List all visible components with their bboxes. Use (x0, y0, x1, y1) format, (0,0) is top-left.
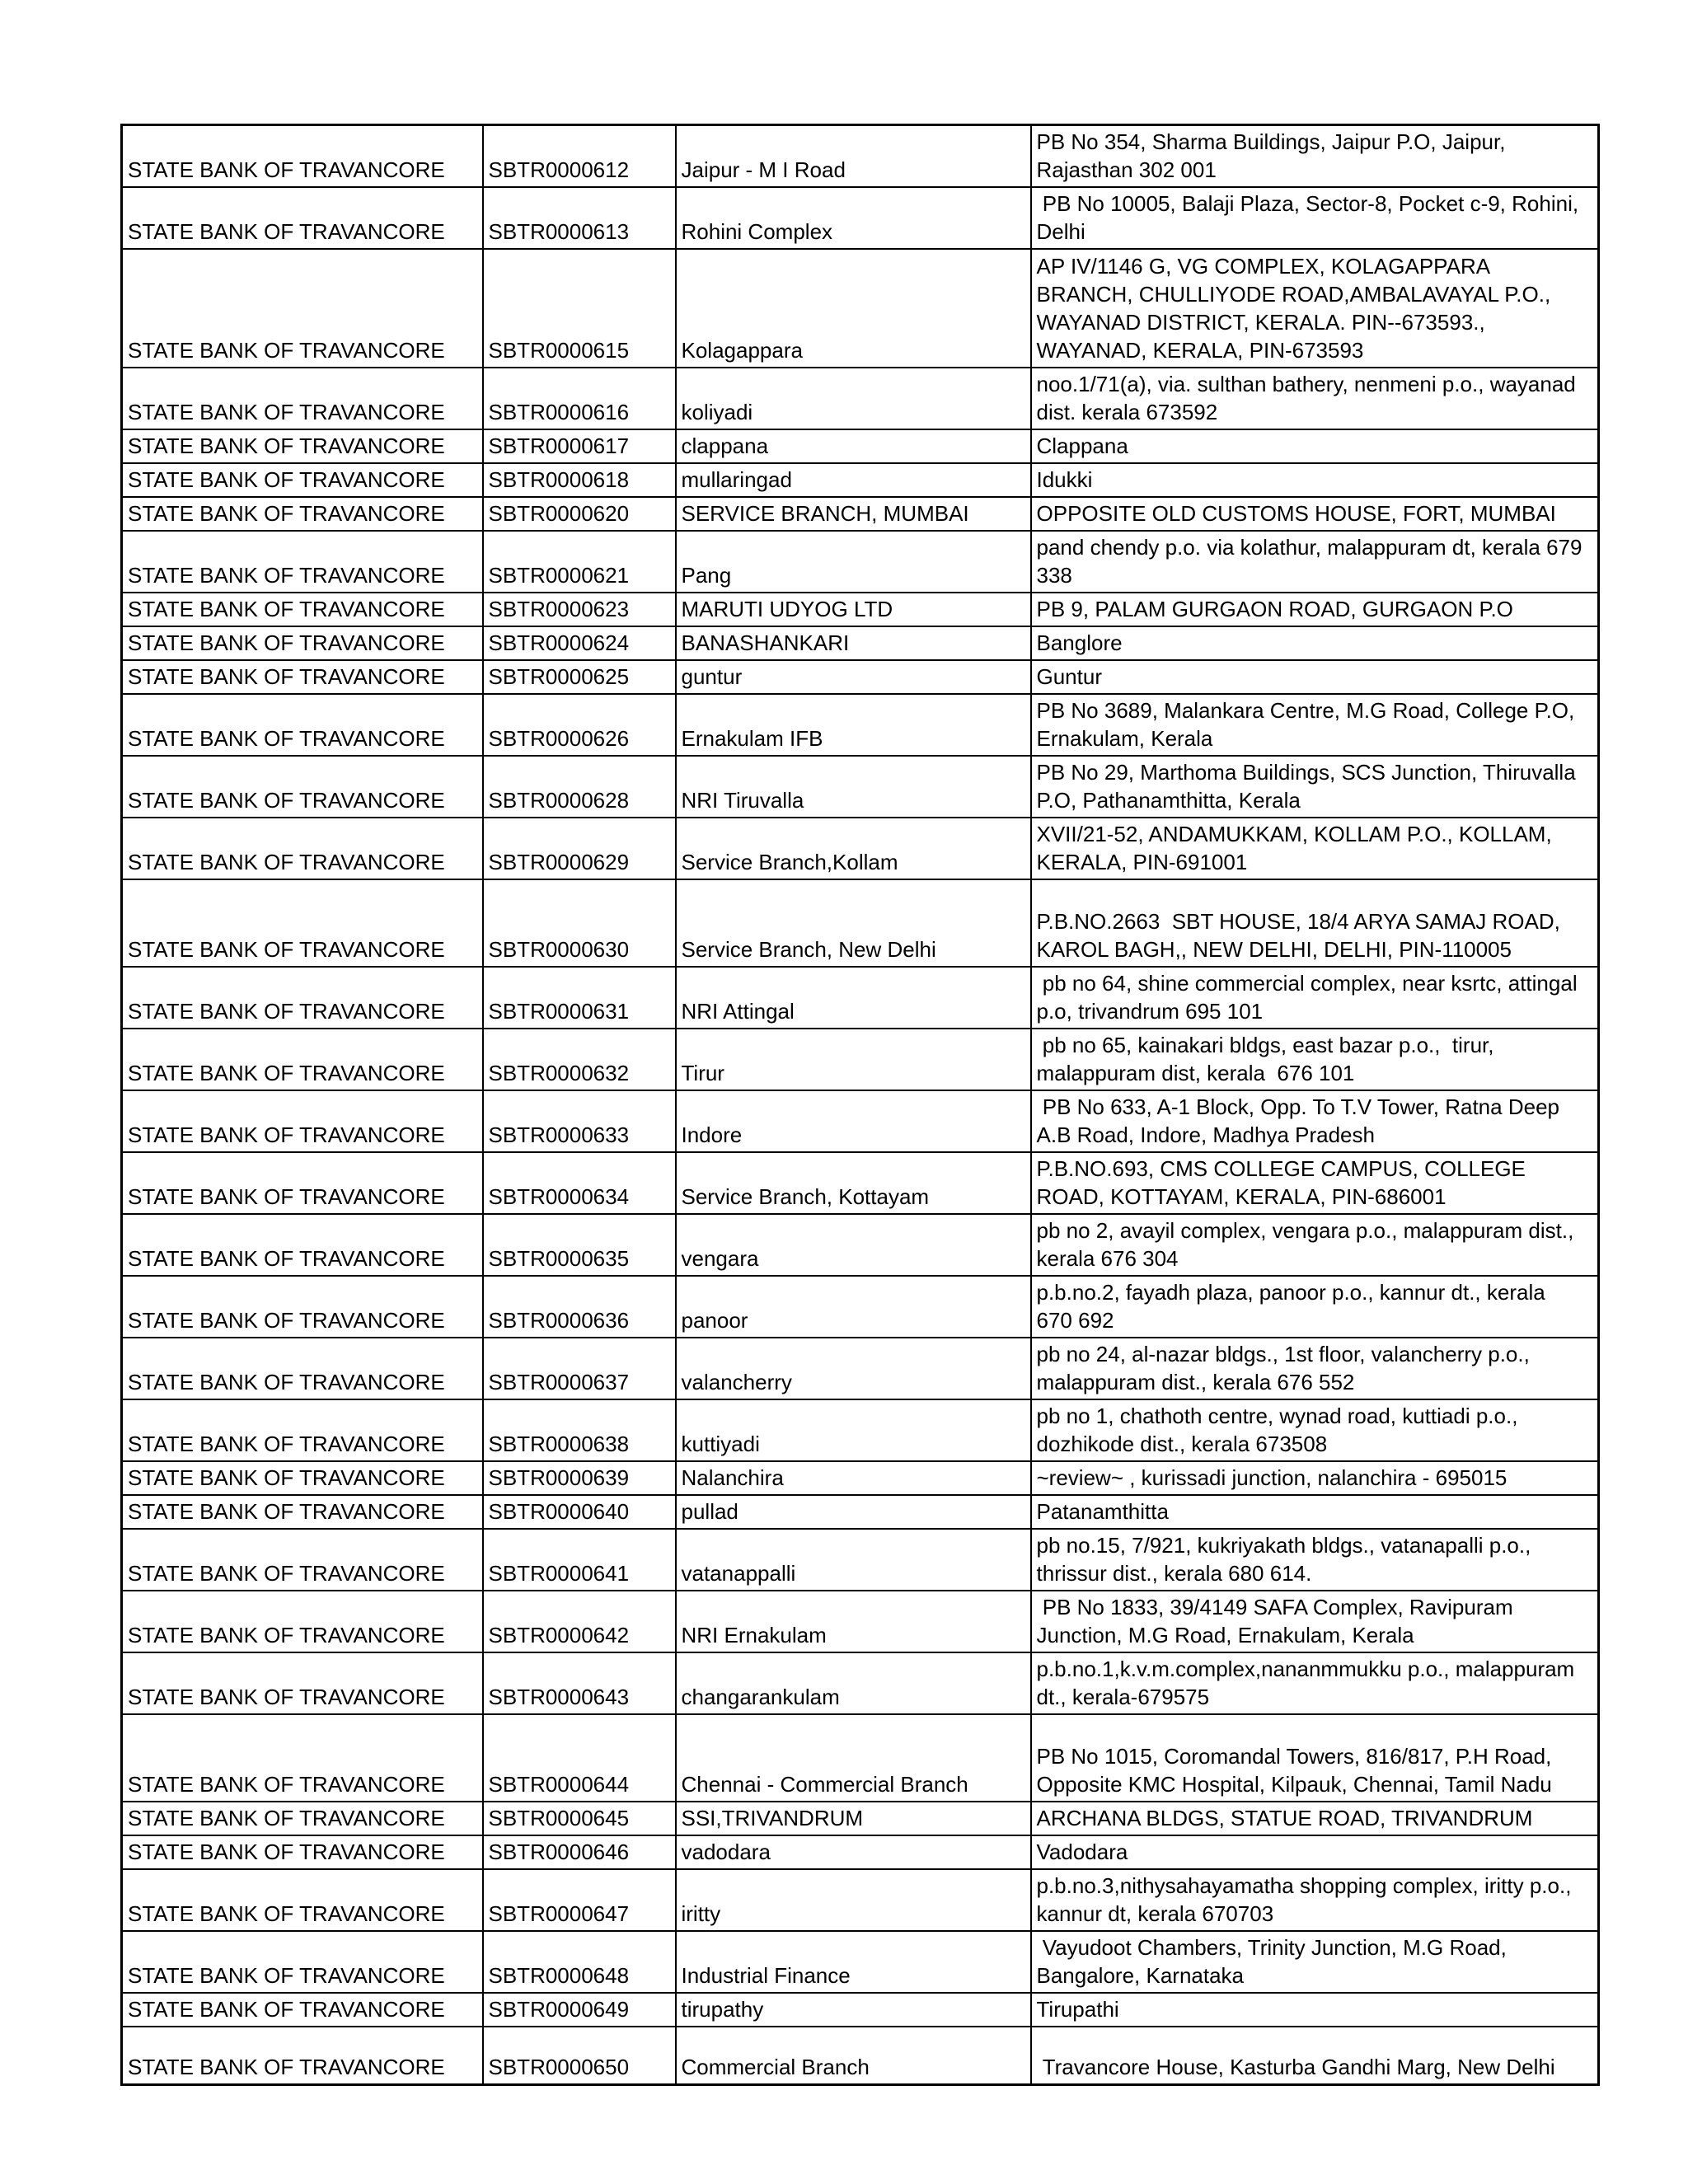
address-cell: pb no 24, al-nazar bldgs., 1st floor, valancherry p.o., malappuram dist., kerala 676 552 (1031, 1338, 1599, 1399)
table-row (122, 1152, 1599, 1214)
bank-name-cell: STATE BANK OF TRAVANCORE (122, 1802, 483, 1835)
bank-name-cell: STATE BANK OF TRAVANCORE (122, 368, 483, 429)
ifsc-code-cell: SBTR0000641 (483, 1529, 676, 1591)
address-cell: Banglore (1031, 626, 1599, 660)
bank-name-cell: STATE BANK OF TRAVANCORE (122, 967, 483, 1029)
ifsc-code-cell: SBTR0000612 (483, 125, 676, 188)
branch-name-cell: tirupathy (676, 1993, 1031, 2027)
bank-name-cell: STATE BANK OF TRAVANCORE (122, 1214, 483, 1276)
bank-name-cell: STATE BANK OF TRAVANCORE (122, 1090, 483, 1152)
branch-name-cell: Jaipur - M I Road (676, 125, 1031, 188)
branch-name-cell: Kolagappara (676, 249, 1031, 368)
address-cell: Vadodara (1031, 1835, 1599, 1869)
address-cell: AP IV/1146 G, VG COMPLEX, KOLAGAPPARA BRANCH, CHULLIYODE ROAD,AMBALAVAYAL P.O., WAYANAD DISTRICT, KERALA. PIN--673593., WAYANAD, KERALA, PIN-673593 (1031, 249, 1599, 368)
bank-name-cell: STATE BANK OF TRAVANCORE (122, 1652, 483, 1714)
table-row (122, 1802, 1599, 1835)
bank-name-cell: STATE BANK OF TRAVANCORE (122, 879, 483, 967)
address-cell: ARCHANA BLDGS, STATUE ROAD, TRIVANDRUM (1031, 1802, 1599, 1835)
branch-name-cell: iritty (676, 1869, 1031, 1931)
bank-name-cell: STATE BANK OF TRAVANCORE (122, 429, 483, 463)
table-row (122, 531, 1599, 593)
table-row (122, 1276, 1599, 1338)
ifsc-code-cell: SBTR0000631 (483, 967, 676, 1029)
ifsc-code-cell: SBTR0000632 (483, 1029, 676, 1090)
address-cell: PB No 29, Marthoma Buildings, SCS Junction, Thiruvalla P.O, Pathanamthitta, Kerala (1031, 756, 1599, 818)
ifsc-code-cell: SBTR0000625 (483, 660, 676, 694)
bank-name-cell: STATE BANK OF TRAVANCORE (122, 497, 483, 531)
branch-name-cell: Tirur (676, 1029, 1031, 1090)
branch-name-cell: pullad (676, 1495, 1031, 1529)
ifsc-code-cell: SBTR0000637 (483, 1338, 676, 1399)
branch-name-cell: Commercial Branch (676, 2027, 1031, 2084)
bank-name-cell: STATE BANK OF TRAVANCORE (122, 1461, 483, 1495)
bank-name-cell: STATE BANK OF TRAVANCORE (122, 125, 483, 188)
table-row (122, 125, 1599, 188)
ifsc-code-cell: SBTR0000623 (483, 593, 676, 626)
branch-name-cell: guntur (676, 660, 1031, 694)
branch-name-cell: NRI Tiruvalla (676, 756, 1031, 818)
branch-name-cell: vatanappalli (676, 1529, 1031, 1591)
ifsc-code-cell: SBTR0000644 (483, 1714, 676, 1802)
bank-name-cell: STATE BANK OF TRAVANCORE (122, 1993, 483, 2027)
ifsc-code-cell: SBTR0000630 (483, 879, 676, 967)
table-row (122, 967, 1599, 1029)
bank-name-cell: STATE BANK OF TRAVANCORE (122, 1495, 483, 1529)
table-row (122, 626, 1599, 660)
branch-name-cell: Pang (676, 531, 1031, 593)
address-cell: PB No 10005, Balaji Plaza, Sector-8, Pocket c-9, Rohini, Delhi (1031, 187, 1599, 249)
bank-name-cell: STATE BANK OF TRAVANCORE (122, 756, 483, 818)
ifsc-code-cell: SBTR0000636 (483, 1276, 676, 1338)
address-cell: P.B.NO.2663 SBT HOUSE, 18/4 ARYA SAMAJ ROAD, KAROL BAGH,, NEW DELHI, DELHI, PIN-110005 (1031, 879, 1599, 967)
table-row (122, 1993, 1599, 2027)
branch-name-cell: Chennai - Commercial Branch (676, 1714, 1031, 1802)
bank-name-cell: STATE BANK OF TRAVANCORE (122, 463, 483, 497)
table-row (122, 1399, 1599, 1461)
table-row (122, 1338, 1599, 1399)
address-cell: PB No 3689, Malankara Centre, M.G Road, College P.O, Ernakulam, Kerala (1031, 694, 1599, 756)
table-row (122, 879, 1599, 967)
address-cell: Guntur (1031, 660, 1599, 694)
ifsc-code-cell: SBTR0000626 (483, 694, 676, 756)
address-cell: PB 9, PALAM GURGAON ROAD, GURGAON P.O (1031, 593, 1599, 626)
table-row (122, 429, 1599, 463)
address-cell: PB No 1015, Coromandal Towers, 816/817, P.H Road, Opposite KMC Hospital, Kilpauk, Chennai, Tamil Nadu (1031, 1714, 1599, 1802)
bank-name-cell: STATE BANK OF TRAVANCORE (122, 531, 483, 593)
branch-name-cell: clappana (676, 429, 1031, 463)
address-cell: pb no.15, 7/921, kukriyakath bldgs., vatanapalli p.o., thrissur dist., kerala 680 614. (1031, 1529, 1599, 1591)
address-cell: pb no 65, kainakari bldgs, east bazar p.o., tirur, malappuram dist, kerala 676 101 (1031, 1029, 1599, 1090)
table-row (122, 694, 1599, 756)
address-cell: p.b.no.1,k.v.m.complex,nananmmukku p.o., malappuram dt., kerala-679575 (1031, 1652, 1599, 1714)
branch-name-cell: Rohini Complex (676, 187, 1031, 249)
bank-name-cell: STATE BANK OF TRAVANCORE (122, 1931, 483, 1993)
table-row (122, 1461, 1599, 1495)
ifsc-code-cell: SBTR0000643 (483, 1652, 676, 1714)
ifsc-code-cell: SBTR0000624 (483, 626, 676, 660)
ifsc-code-cell: SBTR0000640 (483, 1495, 676, 1529)
address-cell: XVII/21-52, ANDAMUKKAM, KOLLAM P.O., KOLLAM, KERALA, PIN-691001 (1031, 818, 1599, 879)
table-row (122, 497, 1599, 531)
address-cell: pb no 2, avayil complex, vengara p.o., malappuram dist., kerala 676 304 (1031, 1214, 1599, 1276)
bank-name-cell: STATE BANK OF TRAVANCORE (122, 1835, 483, 1869)
branch-name-cell: MARUTI UDYOG LTD (676, 593, 1031, 626)
branch-name-cell: BANASHANKARI (676, 626, 1031, 660)
table-row (122, 593, 1599, 626)
table-row (122, 1529, 1599, 1591)
branch-name-cell: Service Branch,Kollam (676, 818, 1031, 879)
ifsc-code-cell: SBTR0000616 (483, 368, 676, 429)
address-cell: P.B.NO.693, CMS COLLEGE CAMPUS, COLLEGE ROAD, KOTTAYAM, KERALA, PIN-686001 (1031, 1152, 1599, 1214)
branch-name-cell: kuttiyadi (676, 1399, 1031, 1461)
table-row (122, 756, 1599, 818)
bank-name-cell: STATE BANK OF TRAVANCORE (122, 593, 483, 626)
ifsc-code-cell: SBTR0000633 (483, 1090, 676, 1152)
ifsc-code-cell: SBTR0000628 (483, 756, 676, 818)
address-cell: PB No 354, Sharma Buildings, Jaipur P.O, Jaipur, Rajasthan 302 001 (1031, 125, 1599, 188)
table-row (122, 1714, 1599, 1802)
bank-name-cell: STATE BANK OF TRAVANCORE (122, 626, 483, 660)
ifsc-code-cell: SBTR0000618 (483, 463, 676, 497)
branch-name-cell: valancherry (676, 1338, 1031, 1399)
table-row (122, 2027, 1599, 2084)
branch-name-cell: panoor (676, 1276, 1031, 1338)
ifsc-code-cell: SBTR0000629 (483, 818, 676, 879)
address-cell: Clappana (1031, 429, 1599, 463)
ifsc-code-cell: SBTR0000635 (483, 1214, 676, 1276)
address-cell: p.b.no.2, fayadh plaza, panoor p.o., kannur dt., kerala 670 692 (1031, 1276, 1599, 1338)
branch-name-cell: Service Branch, Kottayam (676, 1152, 1031, 1214)
bank-name-cell: STATE BANK OF TRAVANCORE (122, 1276, 483, 1338)
branch-name-cell: Nalanchira (676, 1461, 1031, 1495)
bank-branch-table (120, 124, 1600, 2086)
bank-name-cell: STATE BANK OF TRAVANCORE (122, 1714, 483, 1802)
bank-name-cell: STATE BANK OF TRAVANCORE (122, 1399, 483, 1461)
table-row (122, 1029, 1599, 1090)
table-row (122, 818, 1599, 879)
address-cell: PB No 633, A-1 Block, Opp. To T.V Tower, Ratna Deep A.B Road, Indore, Madhya Pradesh (1031, 1090, 1599, 1152)
branch-name-cell: SERVICE BRANCH, MUMBAI (676, 497, 1031, 531)
ifsc-code-cell: SBTR0000617 (483, 429, 676, 463)
address-cell: Travancore House, Kasturba Gandhi Marg, New Delhi (1031, 2027, 1599, 2084)
ifsc-code-cell: SBTR0000634 (483, 1152, 676, 1214)
table-row (122, 1495, 1599, 1529)
branch-name-cell: Service Branch, New Delhi (676, 879, 1031, 967)
branch-name-cell: vengara (676, 1214, 1031, 1276)
address-cell: OPPOSITE OLD CUSTOMS HOUSE, FORT, MUMBAI (1031, 497, 1599, 531)
branch-name-cell: koliyadi (676, 368, 1031, 429)
branch-name-cell: mullaringad (676, 463, 1031, 497)
table-row (122, 1869, 1599, 1931)
table-body (122, 125, 1599, 2085)
table-row (122, 1652, 1599, 1714)
branch-name-cell: NRI Ernakulam (676, 1591, 1031, 1652)
ifsc-code-cell: SBTR0000650 (483, 2027, 676, 2084)
bank-name-cell: STATE BANK OF TRAVANCORE (122, 1029, 483, 1090)
bank-name-cell: STATE BANK OF TRAVANCORE (122, 1338, 483, 1399)
ifsc-code-cell: SBTR0000642 (483, 1591, 676, 1652)
bank-name-cell: STATE BANK OF TRAVANCORE (122, 1869, 483, 1931)
bank-name-cell: STATE BANK OF TRAVANCORE (122, 660, 483, 694)
branch-name-cell: vadodara (676, 1835, 1031, 1869)
ifsc-code-cell: SBTR0000639 (483, 1461, 676, 1495)
address-cell: Vayudoot Chambers, Trinity Junction, M.G Road, Bangalore, Karnataka (1031, 1931, 1599, 1993)
ifsc-code-cell: SBTR0000646 (483, 1835, 676, 1869)
address-cell: pb no 1, chathoth centre, wynad road, kuttiadi p.o., dozhikode dist., kerala 673508 (1031, 1399, 1599, 1461)
address-cell: PB No 1833, 39/4149 SAFA Complex, Ravipuram Junction, M.G Road, Ernakulam, Kerala (1031, 1591, 1599, 1652)
branch-name-cell: Industrial Finance (676, 1931, 1031, 1993)
ifsc-code-cell: SBTR0000621 (483, 531, 676, 593)
branch-name-cell: Ernakulam IFB (676, 694, 1031, 756)
table-row (122, 1931, 1599, 1993)
address-cell: p.b.no.3,nithysahayamatha shopping complex, iritty p.o., kannur dt, kerala 670703 (1031, 1869, 1599, 1931)
address-cell: Patanamthitta (1031, 1495, 1599, 1529)
ifsc-code-cell: SBTR0000645 (483, 1802, 676, 1835)
ifsc-code-cell: SBTR0000649 (483, 1993, 676, 2027)
bank-name-cell: STATE BANK OF TRAVANCORE (122, 818, 483, 879)
branch-name-cell: SSI,TRIVANDRUM (676, 1802, 1031, 1835)
bank-name-cell: STATE BANK OF TRAVANCORE (122, 1591, 483, 1652)
table-row (122, 368, 1599, 429)
bank-name-cell: STATE BANK OF TRAVANCORE (122, 187, 483, 249)
bank-name-cell: STATE BANK OF TRAVANCORE (122, 249, 483, 368)
address-cell: pb no 64, shine commercial complex, near ksrtc, attingal p.o, trivandrum 695 101 (1031, 967, 1599, 1029)
table-row (122, 249, 1599, 368)
table-row (122, 1591, 1599, 1652)
branch-name-cell: Indore (676, 1090, 1031, 1152)
address-cell: ~review~ , kurissadi junction, nalanchira - 695015 (1031, 1461, 1599, 1495)
ifsc-code-cell: SBTR0000638 (483, 1399, 676, 1461)
ifsc-code-cell: SBTR0000648 (483, 1931, 676, 1993)
table-row (122, 660, 1599, 694)
address-cell: Tirupathi (1031, 1993, 1599, 2027)
bank-name-cell: STATE BANK OF TRAVANCORE (122, 1152, 483, 1214)
table-row (122, 1090, 1599, 1152)
address-cell: noo.1/71(a), via. sulthan bathery, nenmeni p.o., wayanad dist. kerala 673592 (1031, 368, 1599, 429)
branch-name-cell: NRI Attingal (676, 967, 1031, 1029)
ifsc-code-cell: SBTR0000615 (483, 249, 676, 368)
ifsc-code-cell: SBTR0000613 (483, 187, 676, 249)
ifsc-code-cell: SBTR0000620 (483, 497, 676, 531)
address-cell: Idukki (1031, 463, 1599, 497)
table-row (122, 1835, 1599, 1869)
table-row (122, 463, 1599, 497)
table-row (122, 1214, 1599, 1276)
branch-name-cell: changarankulam (676, 1652, 1031, 1714)
ifsc-code-cell: SBTR0000647 (483, 1869, 676, 1931)
bank-name-cell: STATE BANK OF TRAVANCORE (122, 694, 483, 756)
bank-name-cell: STATE BANK OF TRAVANCORE (122, 2027, 483, 2084)
bank-name-cell: STATE BANK OF TRAVANCORE (122, 1529, 483, 1591)
address-cell: pand chendy p.o. via kolathur, malappuram dt, kerala 679 338 (1031, 531, 1599, 593)
table-row (122, 187, 1599, 249)
